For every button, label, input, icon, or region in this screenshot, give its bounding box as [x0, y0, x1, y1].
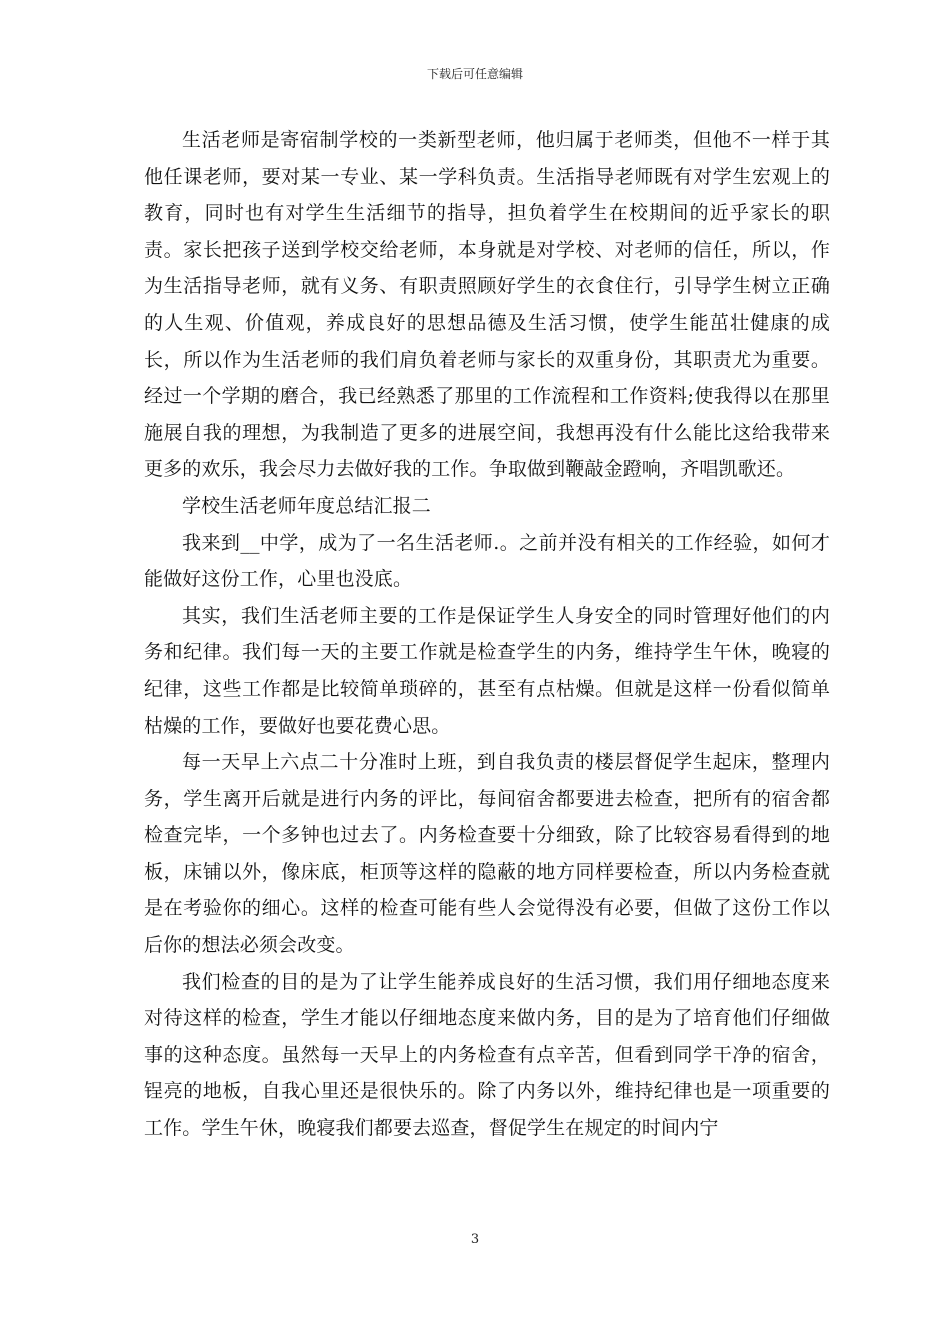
- paragraph: 我来到__中学，成为了一名生活老师.。之前并没有相关的工作经验，如何才能做好这份工作，心里也没底。: [144, 531, 830, 591]
- section-heading: 学校生活老师年度总结汇报二: [182, 494, 431, 517]
- paragraph: 我们检查的目的是为了让学生能养成良好的生活习惯，我们用仔细地态度来对待这样的检查，学生才能以仔细地态度来做内务，目的是为了培育他们仔细做事的这种态度。虽然每一天早上的内务检查有点辛苦，但看到同学干净的宿舍，锃亮的地板，自我心里还是很快乐的。除了内务以外，维持纪律也是一项重要的工作。学生午休，晚寝我们都要去巡查，督促学生在规定的时间内宁: [144, 970, 830, 1140]
- paragraph: 其实，我们生活老师主要的工作是保证学生人身安全的同时管理好他们的内务和纪律。我们每一天的主要工作就是检查学生的内务，维持学生午休，晚寝的纪律，这些工作都是比较简单琐碎的，甚至有点枯燥。但就是这样一份看似简单枯燥的工作，要做好也要花费心思。: [144, 604, 830, 737]
- paragraph: 每一天早上六点二十分准时上班，到自我负责的楼层督促学生起床，整理内务，学生离开后就是进行内务的评比，每间宿舍都要进去检查，把所有的宿舍都检查完毕，一个多钟也过去了。内务检查要十分细致，除了比较容易看得到的地板，床铺以外，像床底，柜顶等这样的隐蔽的地方同样要检查，所以内务检查就是在考验你的细心。这样的检查可能有些人会觉得没有必要，但做了这份工作以后你的想法必须会改变。: [144, 751, 830, 957]
- body-text: [144, 122, 830, 1147]
- paragraph: 生活老师是寄宿制学校的一类新型老师，他归属于老师类，但他不一样于其他任课老师，要对某一专业、某一学科负责。生活指导老师既有对学生宏观上的教育，同时也有对学生生活细节的指导，担负着学生在校期间的近乎家长的职责。家长把孩子送到学校交给老师，本身就是对学校、对老师的信任，所以，作为生活指导老师，就有义务、有职责照顾好学生的衣食住行，引导学生树立正确的人生观、价值观，养成良好的思想品德及生活习惯，使学生能茁壮健康的成长，所以作为生活老师的我们肩负着老师与家长的双重身份，其职责尤为重要。经过一个学期的磨合，我已经熟悉了那里的工作流程和工作资料;使我得以在那里施展自我的理想，为我制造了更多的进展空间，我想再没有什么能比这给我带来更多的欢乐，我会尽力去做好我的工作。争取做到鞭敲金蹬响，齐唱凯歌还。: [144, 129, 830, 481]
- page-number: 3: [470, 1232, 480, 1247]
- page-header: 下载后可任意编辑: [426, 67, 523, 81]
